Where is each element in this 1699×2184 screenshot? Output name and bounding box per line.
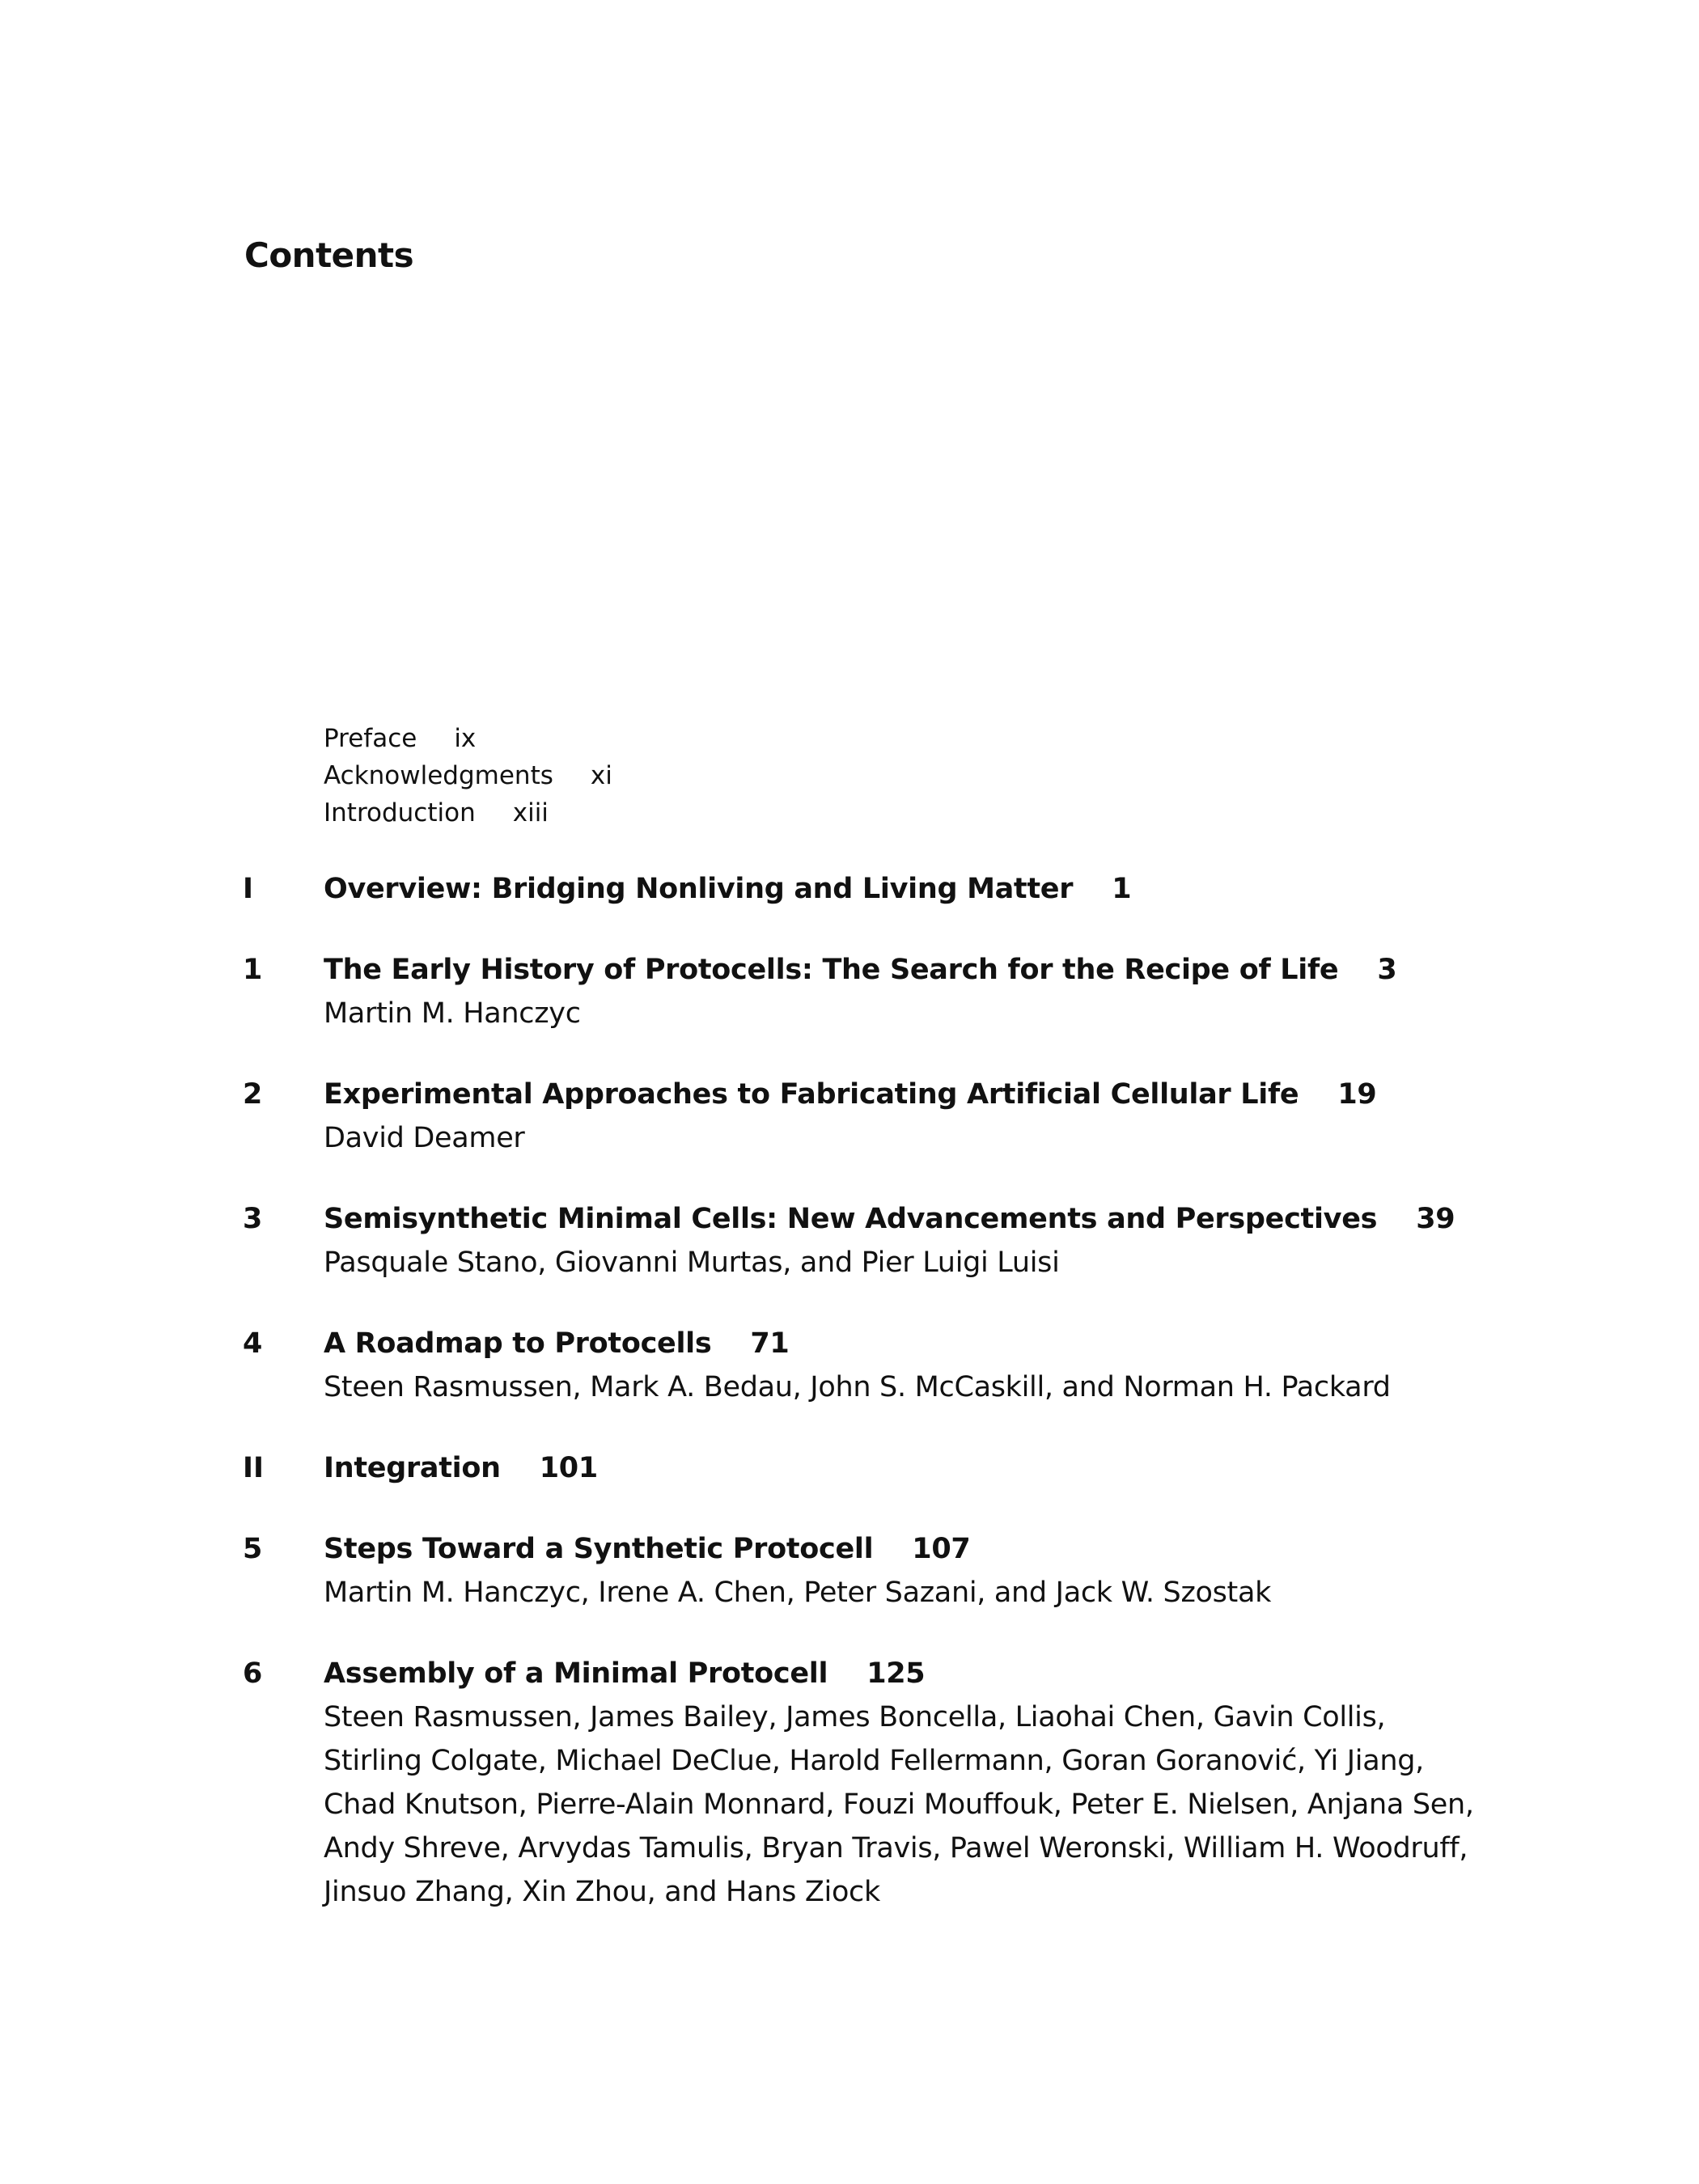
front-matter-label: Acknowledgments: [324, 761, 553, 790]
author-line: Chad Knutson, Pierre-Alain Monnard, Fouzi Mouffouk, Peter E. Nielsen, Anjana Sen,: [324, 1788, 1474, 1821]
author-line: David Deamer: [324, 1122, 525, 1154]
entry-title: Overview: Bridging Nonliving and Living Matter: [324, 873, 1074, 905]
entry-authors: [324, 1571, 1553, 1615]
author-line: Andy Shreve, Arvydas Tamulis, Bryan Travis, Pawel Weronski, William H. Woodruff,: [324, 1832, 1468, 1864]
author-line: Pasquale Stano, Giovanni Murtas, and Pier Luigi Luisi: [324, 1246, 1060, 1279]
entry-title-line: [324, 1527, 970, 1571]
entry-authors: [324, 992, 1553, 1035]
entry-authors: [324, 1695, 1553, 1914]
entry-title-line: [324, 948, 1396, 992]
entry-title: Experimental Approaches to Fabricating Artificial Cellular Life: [324, 1078, 1299, 1111]
front-matter-item-introduction: [324, 794, 1456, 832]
entry-number: 3: [243, 1203, 263, 1235]
entry-number: 6: [243, 1657, 263, 1690]
front-matter-page: xi: [590, 761, 612, 790]
entry-title-line: [324, 1322, 789, 1365]
front-matter-page: xiii: [512, 798, 549, 827]
entry-title: Integration: [324, 1452, 501, 1484]
entry-title-line: [324, 867, 1131, 911]
entry-title-line: [324, 1073, 1376, 1116]
entry-authors: [324, 1365, 1553, 1409]
author-line: Steen Rasmussen, Mark A. Bedau, John S. McCaskill, and Norman H. Packard: [324, 1371, 1391, 1403]
author-line: Martin M. Hanczyc, Irene A. Chen, Peter Sazani, and Jack W. Szostak: [324, 1577, 1272, 1609]
front-matter-item-preface: [324, 720, 1456, 757]
entry-page: 1: [1112, 873, 1132, 905]
entry-page: 101: [539, 1452, 598, 1484]
entry-number: 1: [243, 954, 263, 986]
entry-page: 107: [912, 1533, 971, 1565]
author-line: Martin M. Hanczyc: [324, 997, 581, 1030]
entry-title: Assembly of a Minimal Protocell: [324, 1657, 828, 1690]
entry-title-line: [324, 1652, 925, 1695]
entry-number: II: [243, 1452, 265, 1484]
entry-title-line: [324, 1446, 598, 1490]
entry-page: 39: [1416, 1203, 1455, 1235]
entry-page: 19: [1337, 1078, 1377, 1111]
entry-number: 5: [243, 1533, 263, 1565]
front-matter-page: ix: [454, 724, 477, 753]
entry-page: 71: [750, 1327, 790, 1360]
entry-authors: [324, 1241, 1553, 1285]
author-line: Steen Rasmussen, James Bailey, James Boncella, Liaohai Chen, Gavin Collis,: [324, 1701, 1386, 1733]
entry-title: The Early History of Protocells: The Search for the Recipe of Life: [324, 954, 1339, 986]
page-title: Contents: [244, 235, 414, 275]
entry-title: A Roadmap to Protocells: [324, 1327, 712, 1360]
front-matter-item-acknowledgments: [324, 757, 1456, 794]
entry-title-line: [324, 1197, 1455, 1241]
front-matter-label: Introduction: [324, 798, 476, 827]
front-matter-label: Preface: [324, 724, 417, 753]
entry-number: I: [243, 873, 254, 905]
entry-page: 3: [1377, 954, 1397, 986]
entry-number: 2: [243, 1078, 263, 1111]
entry-number: 4: [243, 1327, 263, 1360]
entry-authors: [324, 1116, 1553, 1160]
entry-title: Steps Toward a Synthetic Protocell: [324, 1533, 874, 1565]
author-line: Jinsuo Zhang, Xin Zhou, and Hans Ziock: [324, 1876, 880, 1908]
author-line: Stirling Colgate, Michael DeClue, Harold Fellermann, Goran Goranović, Yi Jiang,: [324, 1745, 1424, 1777]
front-matter-list: [324, 720, 1456, 832]
entry-page: 125: [866, 1657, 926, 1690]
entry-title: Semisynthetic Minimal Cells: New Advancements and Perspectives: [324, 1203, 1378, 1235]
